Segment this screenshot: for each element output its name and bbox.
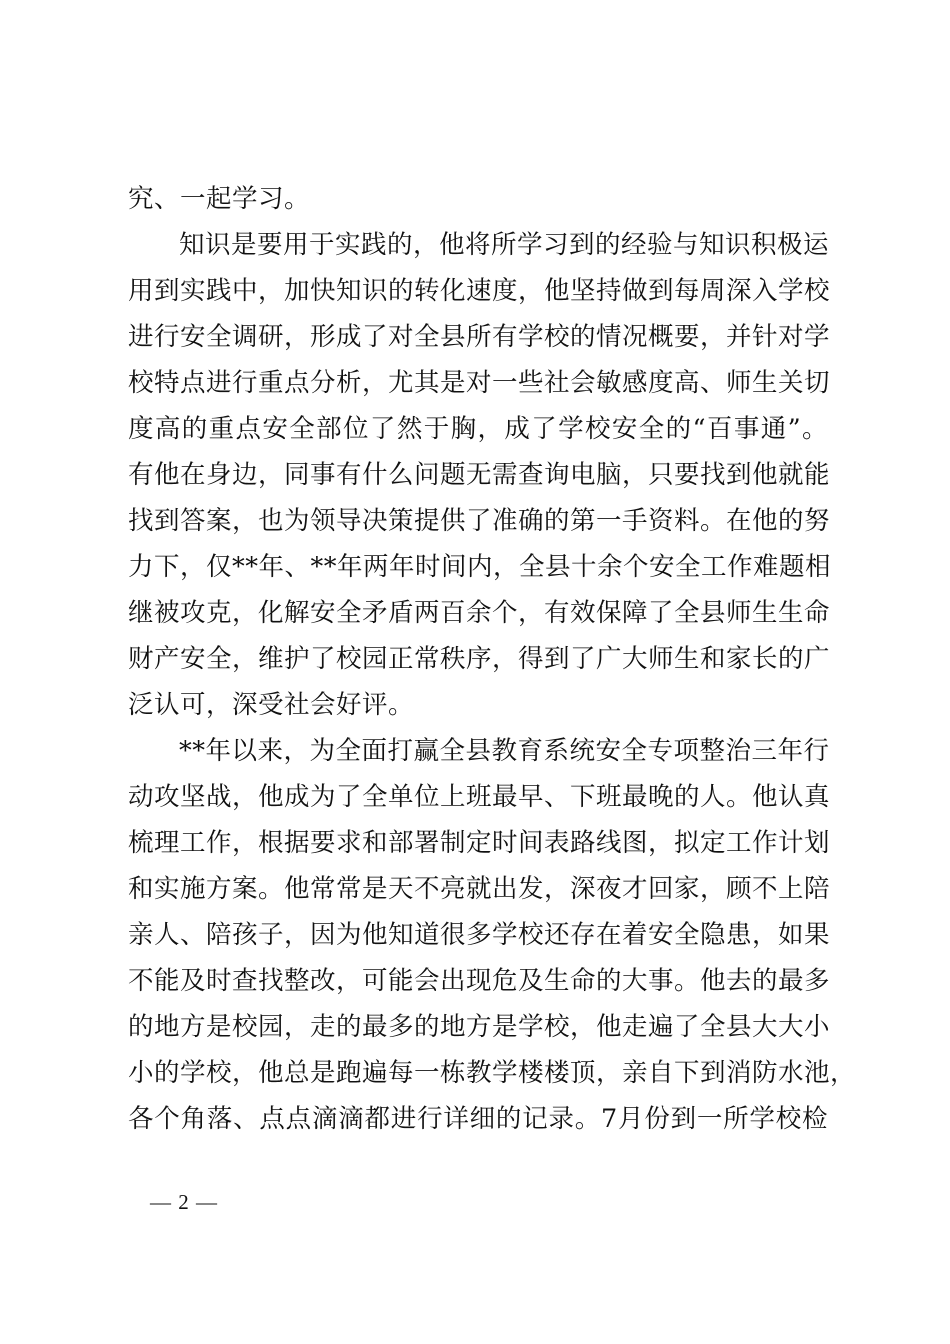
text-line: 梳理工作，根据要求和部署制定时间表路线图，拟定工作计划 <box>128 828 831 858</box>
text-line: 知识是要用于实践的，他将所学习到的经验与知识积极运 <box>179 230 830 260</box>
text-line: 继被攻克，化解安全矛盾两百余个，有效保障了全县师生生命 <box>128 598 831 628</box>
text-line: 进行安全调研，形成了对全县所有学校的情况概要，并针对学 <box>128 322 831 352</box>
text-line: 动攻坚战，他成为了全单位上班最早、下班最晚的人。他认真 <box>128 782 831 812</box>
text-line: 有他在身边，同事有什么问题无需查询电脑，只要找到他就能 <box>128 460 831 490</box>
text-line: 用到实践中，加快知识的转化速度，他坚持做到每周深入学校 <box>128 276 831 306</box>
text-line: 度高的重点安全部位了然于胸，成了学校安全的“百事通”。 <box>128 414 828 444</box>
body-text <box>128 176 857 1142</box>
text-line: 泛认可，深受社会好评。 <box>128 690 415 720</box>
text-line: 找到答案，也为领导决策提供了准确的第一手资料。在他的努 <box>128 506 831 536</box>
text-line: 财产安全，维护了校园正常秩序，得到了广大师生和家长的广 <box>128 644 831 674</box>
text-line: 和实施方案。他常常是天不亮就出发，深夜才回家，顾不上陪 <box>128 874 831 904</box>
text-line: 不能及时查找整改，可能会出现危及生命的大事。他去的最多 <box>128 966 831 996</box>
text-line: 力下，仅**年、**年两年时间内，全县十余个安全工作难题相 <box>128 552 832 582</box>
text-line: 究、一起学习。 <box>128 184 311 214</box>
text-line: 各个角落、点点滴滴都进行详细的记录。7月份到一所学校检 <box>128 1104 828 1134</box>
text-line: 亲人、陪孩子，因为他知道很多学校还存在着安全隐患，如果 <box>128 920 831 950</box>
text-line: 校特点进行重点分析，尤其是对一些社会敏感度高、师生关切 <box>128 368 831 398</box>
text-line: 小的学校，他总是跑遍每一栋教学楼楼顶，亲自下到消防水池， <box>128 1058 857 1088</box>
text-line: 的地方是校园，走的最多的地方是学校，他走遍了全县大大小 <box>128 1012 831 1042</box>
page-number: — 2 — <box>150 1190 218 1214</box>
text-line: **年以来，为全面打赢全县教育系统安全专项整治三年行 <box>179 736 830 766</box>
